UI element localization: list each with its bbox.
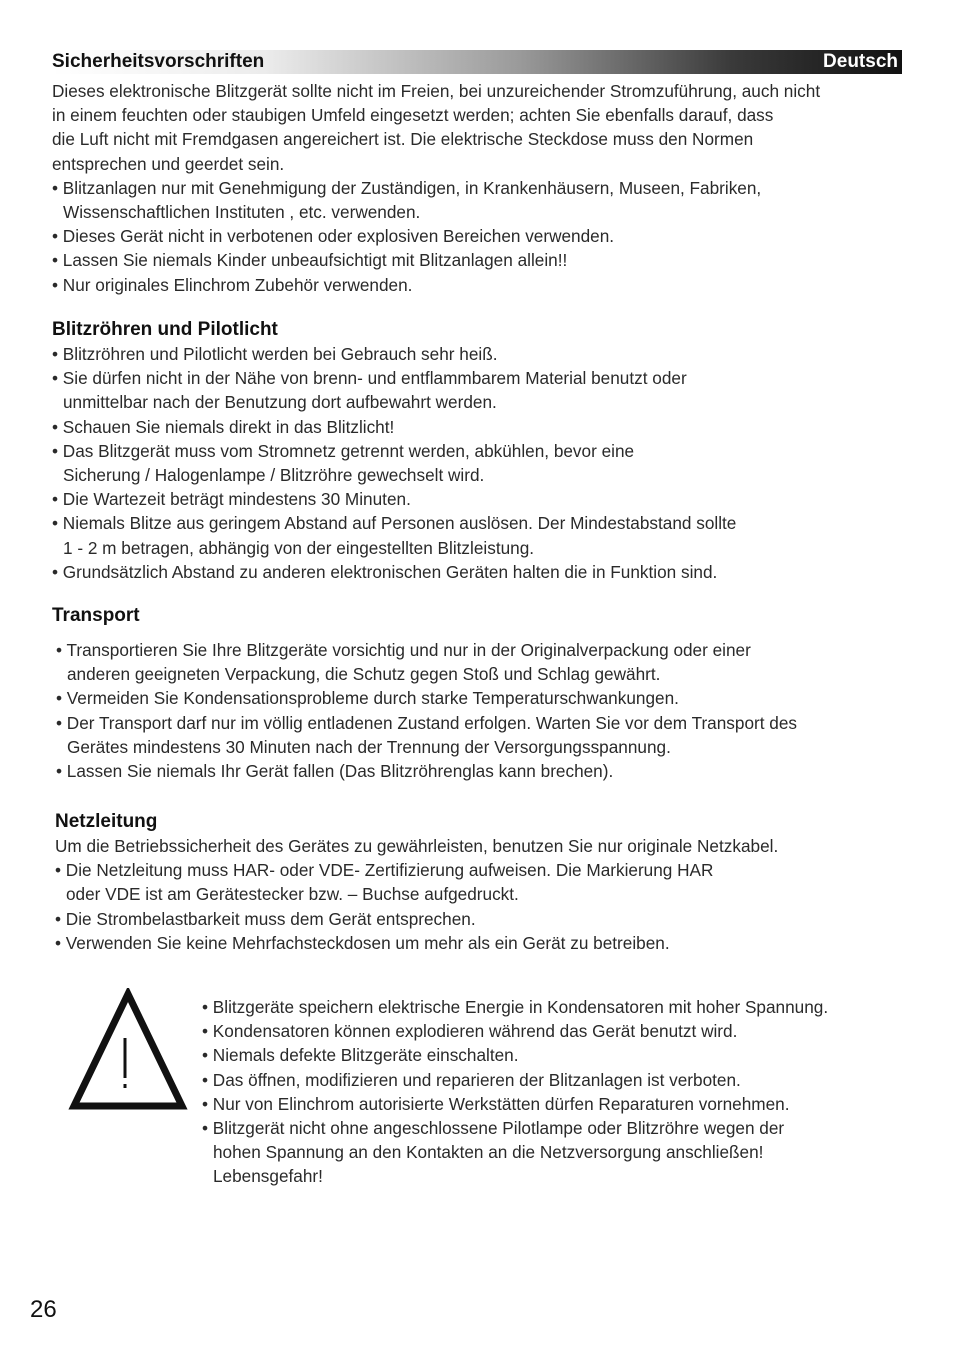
intro-line: Dieses elektronische Blitzgerät sollte nicht im Freien, bei unzureichender Stromzuführung, auch nicht: [52, 81, 821, 101]
list-item: • Vermeiden Sie Kondensationsprobleme durch starke Temperaturschwankungen.: [56, 688, 679, 709]
flash-tubes-section: [52, 318, 736, 584]
language-label: Deutsch: [823, 51, 898, 72]
list-item: • Blitzgeräte speichern elektrische Energie in Kondensatoren mit hoher Spannung.: [202, 997, 829, 1017]
power-cord-section: [55, 810, 778, 955]
list-item: • Nur von Elinchrom autorisierte Werkstätten dürfen Reparaturen vornehmen.: [202, 1093, 790, 1114]
list-item: • Lassen Sie niemals Kinder unbeaufsichtigt mit Blitzanlagen allein!!: [52, 250, 568, 271]
list-item: • Schauen Sie niemals direkt in das Blitzlicht!: [52, 416, 395, 437]
list-item: • Sie dürfen nicht in der Nähe von brenn- und entflammbarem Material benutzt oder unmittelbar nach der Benutzung dort aufbewahrt werden.: [52, 368, 687, 413]
list-item: • Dieses Gerät nicht in verbotenen oder explosiven Bereichen verwenden.: [52, 226, 615, 247]
section-title: Sicherheitsvorschriften: [52, 51, 265, 72]
list-item: • Kondensatoren können explodieren während das Gerät benutzt wird.: [202, 1021, 738, 1042]
section-intro: Um die Betriebssicherheit des Gerätes zu gewährleisten, benutzen Sie nur originale Netzkabel.: [55, 836, 779, 856]
list-item: • Verwenden Sie keine Mehrfachsteckdosen um mehr als ein Gerät zu betreiben.: [55, 932, 670, 953]
list-item: • Blitzanlagen nur mit Genehmigung der Zuständigen, in Krankenhäusern, Museen, Fabriken, Wissenschaftlichen Instituten , etc. verwenden.: [52, 177, 762, 223]
list-item: • Transportieren Sie Ihre Blitzgeräte vorsichtig und nur in der Originalverpackung oder einer anderen geeigneten Verpackung, die Schutz gegen Stoß und Schlag gewährt.: [56, 640, 751, 685]
section-header-bar: [52, 50, 902, 74]
section-heading: Transport: [52, 605, 140, 626]
intro-line: in einem feuchten oder staubigen Umfeld eingesetzt werden; achten Sie ebenfalls darauf, dass: [52, 105, 774, 126]
list-item: • Das Blitzgerät muss vom Stromnetz getrennt werden, abkühlen, bevor eine Sicherung / Halogenlampe / Blitzröhre gewechselt wird.: [52, 440, 635, 486]
transport-section: [52, 604, 797, 783]
list-item: • Grundsätzlich Abstand zu anderen elektronischen Geräten halten die in Funktion sind.: [52, 561, 718, 582]
list-item: • Die Wartezeit beträgt mindestens 30 Minuten.: [52, 489, 411, 510]
list-item: • Nur originales Elinchrom Zubehör verwenden.: [52, 274, 413, 295]
list-item: • Das öffnen, modifizieren und reparieren der Blitzanlagen ist verboten.: [202, 1069, 741, 1090]
list-item: • Lassen Sie niemals Ihr Gerät fallen (Das Blitzröhrenglas kann brechen).: [56, 761, 614, 782]
intro-line: entsprechen und geerdet sein.: [52, 153, 285, 174]
page-number: 26: [30, 1296, 57, 1323]
list-item: • Blitzröhren und Pilotlicht werden bei Gebrauch sehr heiß.: [52, 344, 498, 364]
list-item: • Niemals defekte Blitzgeräte einschalten.: [202, 1045, 519, 1066]
intro-line: die Luft nicht mit Fremdgasen angereichert ist. Die elektrische Steckdose muss den Normen: [52, 129, 754, 150]
list-item: • Niemals Blitze aus geringem Abstand auf Personen auslösen. Der Mindestabstand sollte 1 - 2 m betragen, abhängig von der eingestellten Blitzleistung.: [52, 513, 737, 558]
list-item: • Die Strombelastbarkeit muss dem Gerät entsprechen.: [55, 908, 476, 929]
list-item: • Blitzgerät nicht ohne angeschlossene Pilotlampe oder Blitzröhre wegen der hohen Spannung an den Kontakten an die Netzversorgung anschließen! Lebensgefahr!: [202, 1118, 785, 1187]
section-heading: Netzleitung: [55, 811, 158, 832]
intro-section: [52, 79, 820, 297]
list-item: • Der Transport darf nur im völlig entladenen Zustand erfolgen. Warten Sie vor dem Transport des Gerätes mindestens 30 Minuten nach der Trennung der Versorgungsspannung.: [56, 712, 797, 757]
section-heading: Blitzröhren und Pilotlicht: [52, 319, 278, 340]
warning-triangle-icon: [68, 988, 188, 1110]
list-item: • Die Netzleitung muss HAR- oder VDE- Zertifizierung aufweisen. Die Markierung HAR oder VDE ist am Gerätestecker bzw. – Buchse aufgedruckt.: [55, 860, 714, 905]
warning-section: [202, 995, 828, 1189]
